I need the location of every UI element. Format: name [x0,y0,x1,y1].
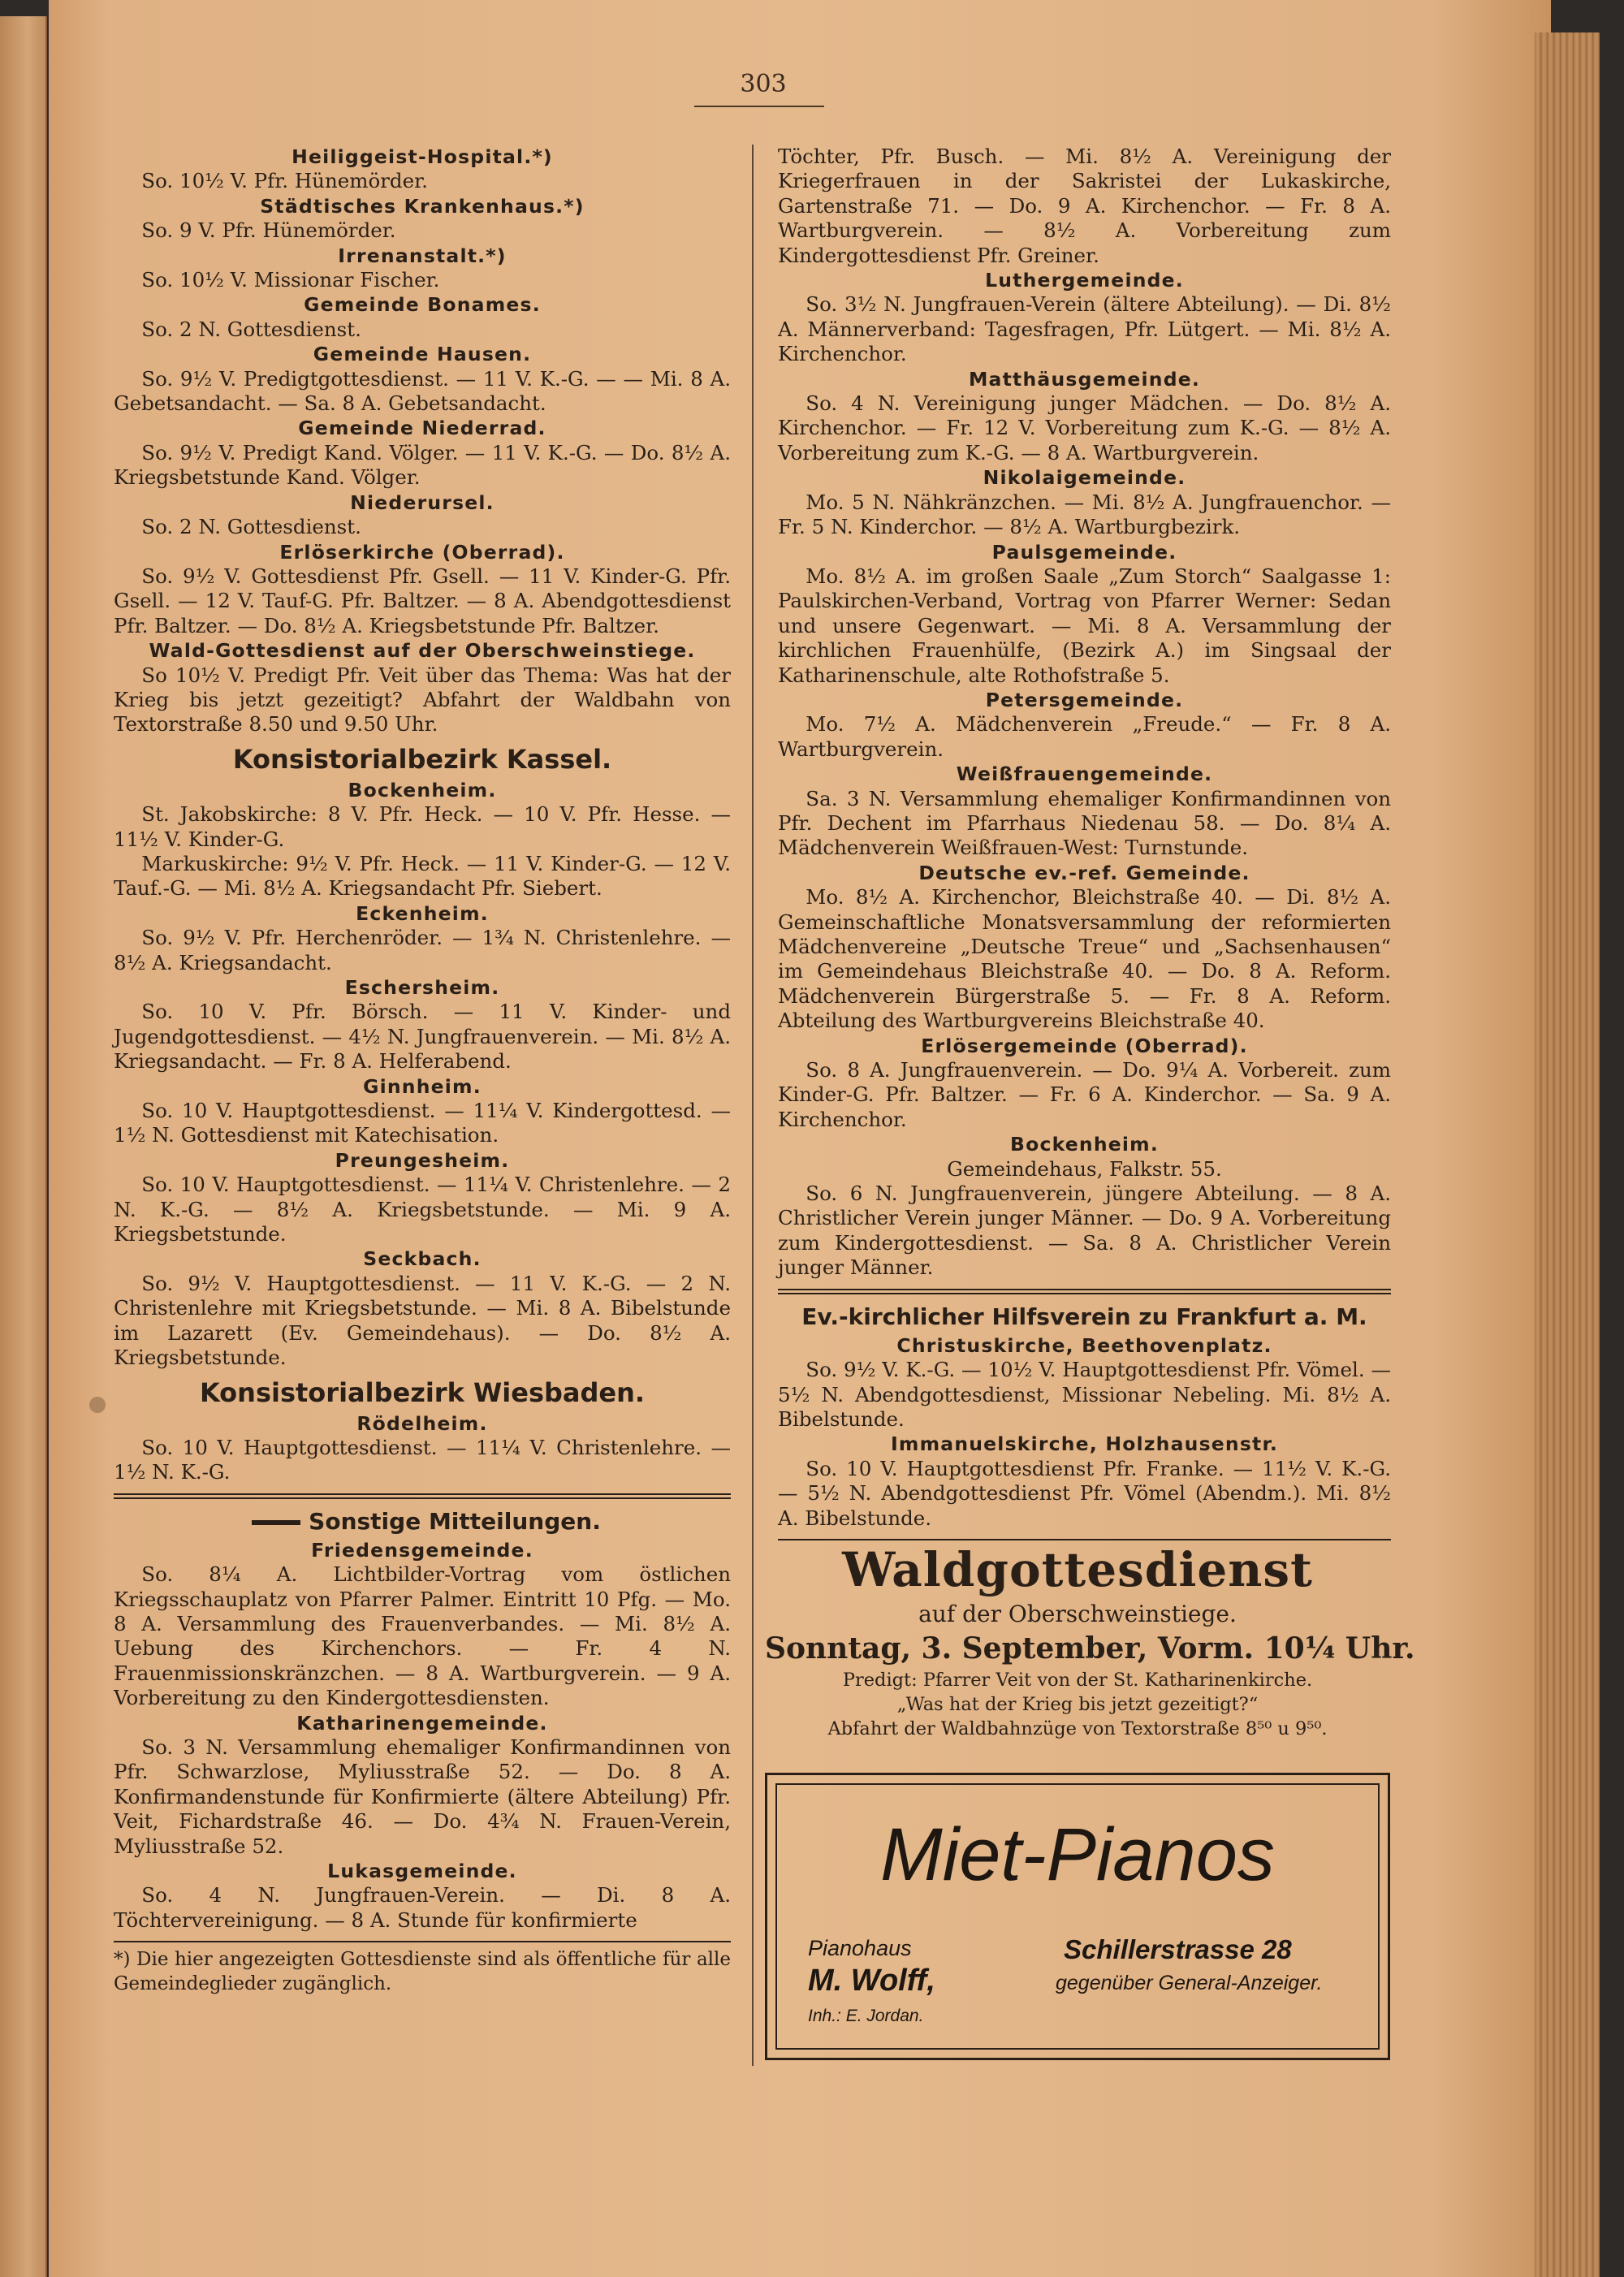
section-heading: Luthergemeinde. [985,269,1184,292]
district-heading: Konsistorialbezirk Kassel. [232,743,612,775]
service-paragraph: So. 10½ V. Missionar Fischer. [141,268,440,292]
service-paragraph: Mo. 7½ A. Mädchenverein „Freude.“ — Fr. 8 A. Wartburgverein. [778,712,1391,761]
section-heading: Bockenheim. [1010,1133,1159,1156]
book-edge-right [1535,32,1600,2277]
section-heading: Irrenanstalt.*) [338,244,507,267]
section-heading: Matthäusgemeinde. [968,367,1201,391]
advertisement-inhaber: Inh.: E. Jordan. [808,2007,924,2025]
right-column [778,145,1391,1545]
service-paragraph: Mo. 8½ A. Kirchenchor, Bleichstraße 40. — Di. 8½ A. Gemeinschaftliche Monatsversammlung der reformierten Mädchenvereine „Deutsche Treue“ und „Sachsenhausen“ im Gemeindehaus Bleichstraße 40. — Do. 8 A. Reform. Mädchenverein Bürgerstraße 5. — Fr. 8 A. Reform. Abteilung des Wartburgvereins Bleichstraße 40. [778,885,1391,1033]
service-paragraph: Sa. 3 N. Versammlung ehemaliger Konfirmandinnen von Pfr. Dechent im Pfarrhaus Niedenau 58. — Do. 8¼ A. Mädchenverein Weißfrauen-West: Turnstunde. [778,786,1391,860]
section-heading: Rödelheim. [356,1411,488,1435]
service-paragraph: So. 6 N. Jungfrauenverein, jüngere Abteilung. — 8 A. Christlicher Verein junger Männer. — Do. 9 A. Vorbereitung zum Kindergottesdienst. — Sa. 8 A. Christlicher Verein junger Männer. [778,1182,1391,1280]
section-heading: Petersgemeinde. [985,688,1184,711]
section-heading: Heiliggeist-Hospital.*) [292,145,553,168]
service-paragraph: So. 8¼ A. Lichtbilder-Vortrag vom östlichen Kriegsschauplatz von Pfarrer Palmer. Eintritt 10 Pfg. — Mo. 8 A. Versammlung des Frauenverbandes. — Mi. 8½ A. Uebung des Kirchenchors. — Fr. 4 N. Frauenmissionskränzchen. — 8 A. Wartburgverein. — 9 A. Vorbereitung zu den Kindergottesdiensten. [114,1562,731,1710]
section-subtitle: Ev.-kirchlicher Hilfsverein zu Frankfurt a. M. [801,1303,1367,1330]
section-heading: Wald-Gottesdienst auf der Oberschweinstiege. [149,639,696,663]
section-heading: Weißfrauengemeinde. [956,763,1213,786]
service-paragraph: Markuskirche: 9½ V. Pfr. Heck. — 11 V. Kinder-G. — 12 V. Tauf.-G. — Mi. 8½ A. Kriegsandacht Pfr. Siebert. [114,851,731,901]
section-heading: Christuskirche, Beethovenplatz. [896,1333,1272,1357]
service-paragraph: So. 10 V. Hauptgottesdienst. — 11¼ V. Christenlehre. — 2 N. K.-G. — 8½ A. Kriegsbetstunde. — Mi. 9 A. Kriegsbetstunde. [114,1173,731,1247]
section-heading: Lukasgemeinde. [327,1860,517,1882]
service-paragraph: So. 4 N. Jungfrauen-Verein. — Di. 8 A. Töchtervereinigung. — 8 A. Stunde für konfirmierte [114,1883,731,1932]
section-heading: Eckenheim. [356,901,489,925]
waldgottesdienst-departure: Abfahrt der Waldbahnzüge von Textorstraße 8⁵⁰ u 9⁵⁰. [827,1718,1328,1739]
waldgottesdienst-topic: „Was hat der Krieg bis jetzt gezeitigt?“ [896,1694,1259,1715]
single-rule [114,1941,731,1942]
section-heading: Deutsche ev.-ref. Gemeinde. [918,861,1250,884]
service-paragraph: So. 10 V. Pfr. Börsch. — 11 V. Kinder- und Jugendgottesdienst. — 4½ N. Jungfrauenverein. — Mi. 8½ A. Kriegsandacht. — Fr. 8 A. Helferabend. [114,1000,731,1074]
section-heading: Seckbach. [363,1247,482,1271]
column-divider [752,145,754,2066]
service-paragraph: So. 9½ V. Predigtgottesdienst. — 11 V. K.-G. — — Mi. 8 A. Gebetsandacht. — Sa. 8 A. Gebetsandacht. [114,366,731,416]
service-paragraph: So. 9½ V. Predigt Kand. Völger. — 11 V. K.-G. — Do. 8½ A. Kriegsbetstunde Kand. Völger. [114,440,731,490]
section-heading: Katharinengemeinde. [296,1711,548,1735]
left-column [114,145,731,1996]
advertisement-owner: M. Wolff, [808,1964,935,1998]
district-heading: Konsistorialbezirk Wiesbaden. [199,1376,646,1408]
service-paragraph: So. 2 N. Gottesdienst. [141,317,361,341]
advertisement-title: Miet-Pianos [880,1813,1275,1896]
service-paragraph: So. 10 V. Hauptgottesdienst Pfr. Franke. — 11½ V. K.-G. — 5½ N. Abendgottesdienst Pfr. Vömel (Abendm.). Mi. 8½ A. Bibelstunde. [778,1456,1391,1530]
section-heading: Friedensgemeinde. [311,1538,533,1562]
page-number: 303 [740,70,787,98]
waldgottesdienst-title: Waldgottesdienst [842,1542,1313,1597]
section-heading: Erlösergemeinde (Oberrad). [921,1034,1248,1057]
waldgottesdienst-preacher: Predigt: Pfarrer Veit von der St. Katharinenkirche. [842,1670,1313,1691]
service-paragraph: Mo. 5 N. Nähkränzchen. — Mi. 8½ A. Jungfrauenchor. — Fr. 5 N. Kinderchor. — 8½ A. Wartburgbezirk. [778,490,1391,539]
service-paragraph: So. 3½ N. Jungfrauen-Verein (ältere Abteilung). — Di. 8½ A. Männerverband: Tagesfragen, Pfr. Lütgert. — Mi. 8½ A. Kirchenchor. [778,292,1391,366]
service-paragraph: So. 9½ V. K.-G. — 10½ V. Hauptgottesdienst Pfr. Vömel. — 5½ N. Abendgottesdienst, Missionar Nebeling. Mi. 8½ A. Bibelstunde. [778,1358,1391,1431]
address-line: Gemeindehaus, Falkstr. 55. [947,1156,1222,1181]
book-edge-left [0,16,47,2277]
advertisement-street: Schillerstrasse 28 [1064,1934,1292,1964]
service-paragraph: So. 9½ V. Gottesdienst Pfr. Gsell. — 11 V. Kinder-G. Pfr. Gsell. — 12 V. Tauf-G. Pfr. Baltzer. — 8 A. Abendgottesdienst Pfr. Baltzer. — Do. 8½ A. Kriegsbetstunde Pfr. Baltzer. [114,564,731,637]
section-subtitle-text: Sonstige Mitteilungen. [309,1507,601,1535]
footnote: *) Die hier angezeigten Gottesdienste sind als öffentliche für alle Gemeindeglieder zugänglich. [114,1949,731,1995]
service-paragraph: So. 2 N. Gottesdienst. [141,515,361,539]
service-paragraph: So 10½ V. Predigt Pfr. Veit über das Thema: Was hat der Krieg bis jetzt gezeitigt? Abfahrt der Waldbahn von Textorstraße 8.50 und 9.50 Uhr. [114,663,731,737]
ornament-dash [252,1520,300,1525]
service-paragraph: Mo. 8½ A. im großen Saale „Zum Storch“ Saalgasse 1: Paulskirchen-Verband, Vortrag von Pfarrer Werner: Sedan und unsere Gegenwart. — Mi. 8 A. Versammlung der kirchlichen Frauenhülfe, (Bezirk A.) im Singsaal der Katharinenschule, alte Rothofstraße 5. [778,564,1391,687]
service-paragraph: Töchter, Pfr. Busch. — Mi. 8½ A. Vereinigung der Kriegerfrauen in der Sakristei der Lukaskirche, Gartenstraße 71. — Do. 9 A. Kirchenchor. — Fr. 8 A. Wartburgverein. — 8½ A. Vorbereitung zum Kindergottesdienst Pfr. Greiner. [778,145,1391,267]
section-heading: Paulsgemeinde. [991,540,1177,564]
service-paragraph: So. 4 N. Vereinigung junger Mädchen. — Do. 8½ A. Kirchenchor. — Fr. 12 V. Vorbereitung zum K.-G. — 8½ A. Vorbereitung zum K.-G. — 8 A. Wartburgverein. [778,391,1391,464]
service-paragraph: St. Jakobskirche: 8 V. Pfr. Heck. — 10 V. Pfr. Hesse. — 11½ V. Kinder-G. [114,802,731,851]
section-heading: Ginnheim. [363,1074,482,1098]
section-heading: Eschersheim. [344,976,500,999]
advertisement-location: gegenüber General-Anzeiger. [1056,1972,1323,1994]
waldgottesdienst-notice [765,1533,1415,1741]
piano-advertisement [765,1773,1390,2060]
service-paragraph: So. 10½ V. Pfr. Hünemörder. [141,169,428,193]
section-heading: Nikolaigemeinde. [983,466,1186,490]
section-heading: Gemeinde Niederrad. [298,417,546,440]
double-rule [114,1493,731,1499]
section-heading: Preungesheim. [335,1148,510,1172]
section-subtitle [114,1506,731,1538]
service-paragraph: So. 10 V. Hauptgottesdienst. — 11¼ V. Christenlehre. — 1½ N. K.-G. [114,1435,731,1484]
section-heading: Städtisches Krankenhaus.*) [260,194,585,218]
waldgottesdienst-location: auf der Oberschweinstiege. [918,1601,1237,1627]
section-heading: Gemeinde Hausen. [313,343,532,366]
service-paragraph: So. 9½ V. Pfr. Herchenröder. — 1¾ N. Christenlehre. — 8½ A. Kriegsandacht. [114,926,731,974]
advertisement-shop: Pianohaus [808,1936,912,1960]
service-paragraph: So. 10 V. Hauptgottesdienst. — 11¼ V. Kindergottesd. — 1½ N. Gottesdienst mit Katechisation. [114,1099,731,1147]
section-heading: Immanuelskirche, Holzhausenstr. [890,1432,1279,1456]
section-heading: Gemeinde Bonames. [304,293,541,317]
section-heading: Bockenheim. [348,778,497,801]
section-heading: Erlöserkirche (Oberrad). [279,540,565,564]
service-paragraph: So. 9 V. Pfr. Hünemörder. [141,218,396,243]
paper-stain [89,1397,106,1413]
service-paragraph: So. 8 A. Jungfrauenverein. — Do. 9¼ A. Vorbereit. zum Kinder-G. Pfr. Baltzer. — Fr. 6 A. Kinderchor. — Sa. 9 A. Kirchenchor. [778,1058,1391,1131]
service-paragraph: So. 9½ V. Hauptgottesdienst. — 11 V. K.-G. — 2 N. Christenlehre mit Kriegsbetstunde. — Mi. 8 A. Bibelstunde im Lazarett (Ev. Gemeindehaus). — Do. 8½ A. Kriegsbetstunde. [114,1271,731,1370]
service-paragraph: So. 3 N. Versammlung ehemaliger Konfirmandinnen von Pfr. Schwarzlose, Myliusstraße 52. — Do. 8 A. Konfirmandenstunde für Konfirmierte (ältere Abteilung) Pfr. Veit, Fichardstraße 46. — Do. 4¾ N. Frauen-Verein, Myliusstraße 52. [114,1735,731,1858]
section-heading: Niederursel. [350,490,495,514]
double-rule [778,1289,1391,1294]
page-number-rule [694,106,824,107]
waldgottesdienst-date: Sonntag, 3. September, Vorm. 10¼ Uhr. [765,1631,1415,1666]
